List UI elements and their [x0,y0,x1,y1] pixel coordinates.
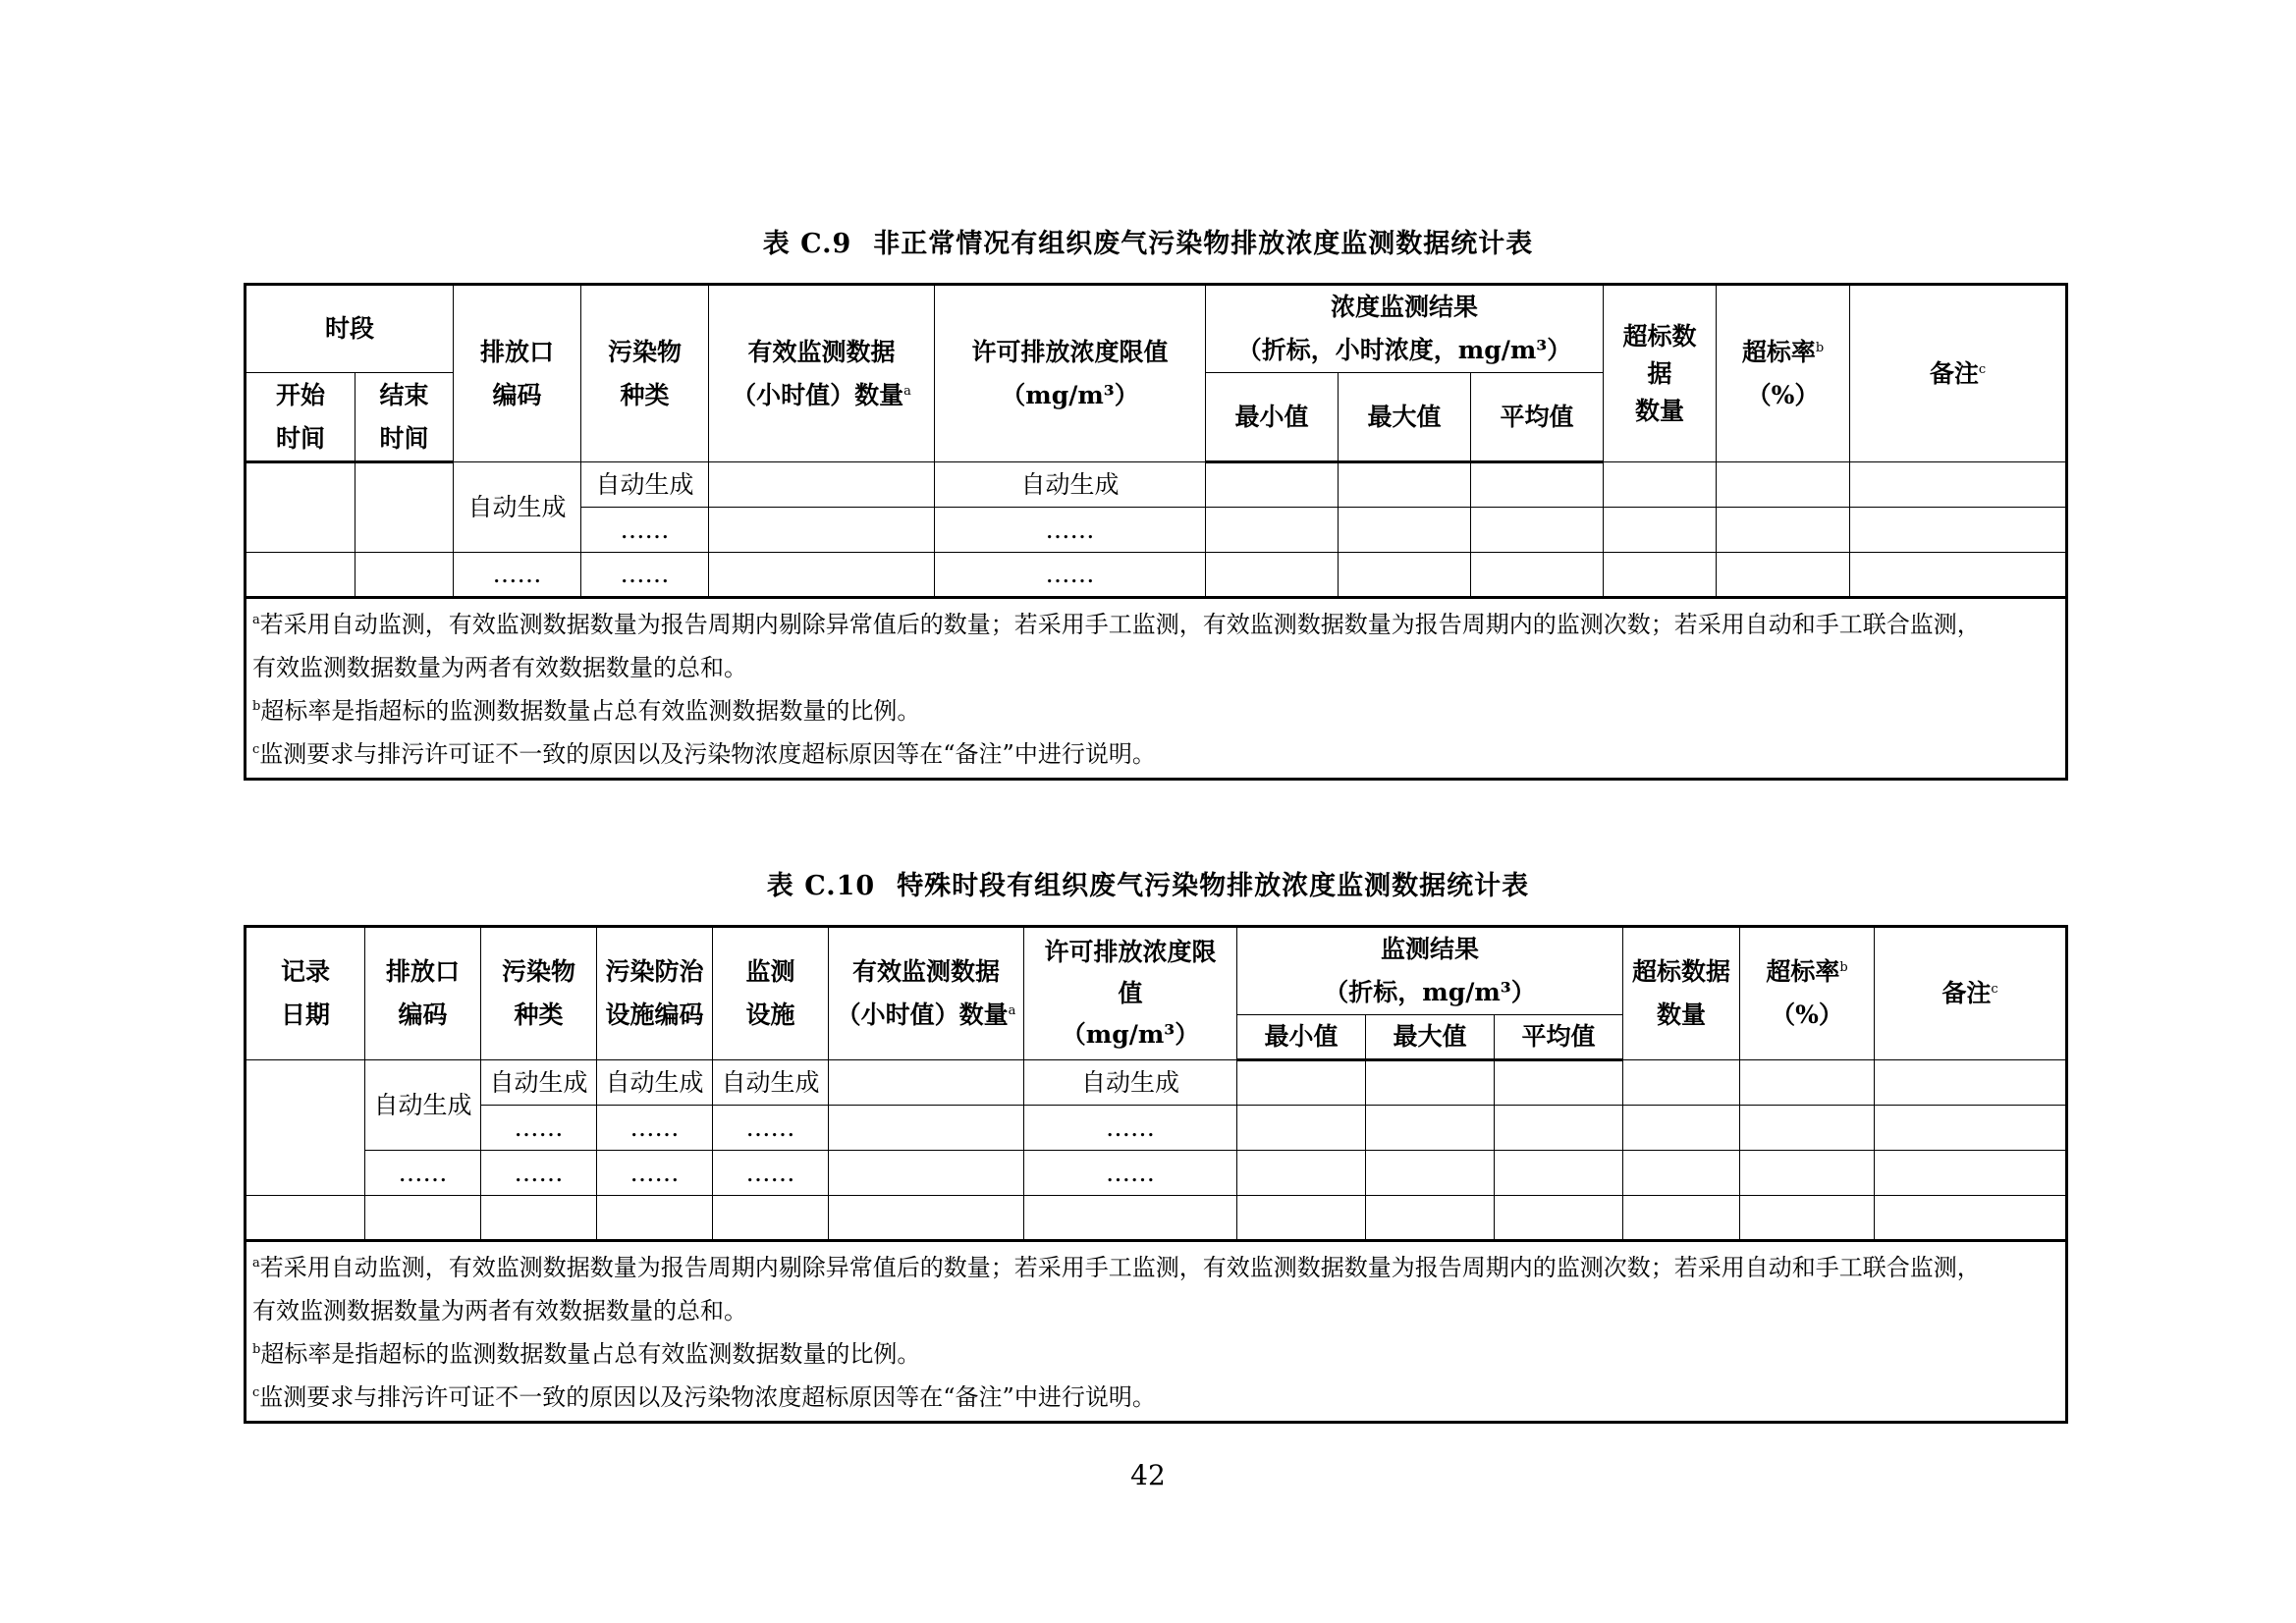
cell-ellipsis: …… [1024,1151,1237,1196]
note-a-continued: 有效监测数据数量为两者有效数据数量的总和。 [252,654,747,681]
cell-ellipsis: …… [581,508,709,553]
header-max: 最大值 [1339,373,1471,462]
header-record-date: 记录 日期 [246,927,365,1060]
table-row [246,553,2067,598]
cell-ellipsis: …… [713,1151,829,1196]
table-row [246,1151,2067,1196]
note-a: $^a$若采用自动监测，有效监测数据数量为报告周期内剔除异常值后的数量；若采用手工监测，有效监测数据数量为报告周期内的监测次数；若采用自动和手工联合监测， [252,1254,1981,1281]
header-concentration-result: 浓度监测结果 （折标，小时浓度，mg/m³） [1206,285,1604,373]
header-avg: 平均值 [1471,373,1604,462]
header-facility-code: 污染防治 设施编码 [597,927,713,1060]
table-c9 [244,283,2068,781]
header-outlet-code: 排放口 编码 [365,927,481,1060]
table-row [246,1106,2067,1151]
header-permit-limit: 许可排放浓度限值 （mg/m³） [935,285,1206,462]
header-valid-count: 有效监测数据 （小时值）数量$^a$ [829,927,1024,1060]
cell-facility-auto: 自动生成 [597,1060,713,1106]
table-c10 [244,925,2068,1424]
header-valid-count: 有效监测数据 （小时值）数量$^a$ [709,285,935,462]
cell-empty [709,462,935,508]
cell-equipment-auto: 自动生成 [713,1060,829,1106]
cell-empty [355,462,454,553]
table-c10-notes [246,1241,2067,1423]
cell-ellipsis: …… [597,1106,713,1151]
cell-ellipsis: …… [1024,1106,1237,1151]
cell-ellipsis: …… [481,1151,597,1196]
cell-ellipsis: …… [581,553,709,598]
cell-pollutant-auto: 自动生成 [581,462,709,508]
cell-outlet-auto: 自动生成 [365,1060,481,1151]
page-number: 42 [1130,1459,1166,1491]
cell-outlet-auto: 自动生成 [454,462,581,553]
table-row [246,1060,2067,1106]
header-min: 最小值 [1237,1015,1366,1060]
header-monitoring-result: 监测结果 （折标，mg/m³） [1237,927,1623,1015]
note-a-continued: 有效监测数据数量为两者有效数据数量的总和。 [252,1297,747,1325]
cell-limit-auto: 自动生成 [1024,1060,1237,1106]
header-exceed-count: 超标数 据 数量 [1604,285,1717,462]
note-c: $^c$监测要求与排污许可证不一致的原因以及污染物浓度超标原因等在“备注”中进行说明。 [252,1383,1156,1411]
table-c9-caption [0,222,2296,260]
cell-ellipsis: …… [481,1106,597,1151]
header-monitoring-equipment: 监测 设施 [713,927,829,1060]
header-period: 时段 [246,285,454,373]
table-c10-caption [0,864,2296,902]
note-b: $^b$超标率是指超标的监测数据数量占总有效监测数据数量的比例。 [252,697,921,725]
table-c9-notes [246,598,2067,780]
table-row [246,462,2067,508]
header-remarks: 备注$^c$ [1875,927,2067,1060]
header-remarks: 备注$^c$ [1850,285,2067,462]
table-c10-title: 特殊时段有组织废气污染物排放浓度监测数据统计表 [897,871,1530,901]
cell-ellipsis: …… [365,1151,481,1196]
header-start-time: 开始 时间 [246,373,355,462]
table-row [246,1196,2067,1241]
note-a: $^a$若采用自动监测，有效监测数据数量为报告周期内剔除异常值后的数量；若采用手工监测，有效监测数据数量为报告周期内的监测次数；若采用自动和手工联合监测， [252,611,1981,638]
header-exceed-rate: 超标率$^b$ （%） [1740,927,1875,1060]
header-exceed-count: 超标数据 数量 [1623,927,1740,1060]
cell-pollutant-auto: 自动生成 [481,1060,597,1106]
header-min: 最小值 [1206,373,1339,462]
cell-empty [246,462,355,553]
cell-ellipsis: …… [597,1151,713,1196]
note-c: $^c$监测要求与排污许可证不一致的原因以及污染物浓度超标原因等在“备注”中进行说明。 [252,740,1156,768]
note-b: $^b$超标率是指超标的监测数据数量占总有效监测数据数量的比例。 [252,1340,921,1368]
header-permit-limit: 许可排放浓度限 值 （mg/m³） [1024,927,1237,1060]
header-outlet-code: 排放口 编码 [454,285,581,462]
header-pollutant-type: 污染物 种类 [481,927,597,1060]
header-max: 最大值 [1366,1015,1495,1060]
cell-empty [246,1060,365,1196]
table-c10-number: 表 C.10 [766,871,876,901]
cell-limit-auto: 自动生成 [935,462,1206,508]
cell-ellipsis: …… [713,1106,829,1151]
header-end-time: 结束 时间 [355,373,454,462]
header-avg: 平均值 [1495,1015,1623,1060]
table-c9-title: 非正常情况有组织废气污染物排放浓度监测数据统计表 [873,229,1534,259]
cell-ellipsis: …… [935,553,1206,598]
header-pollutant-type: 污染物 种类 [581,285,709,462]
header-exceed-rate: 超标率$^b$ （%） [1717,285,1850,462]
table-c9-number: 表 C.9 [762,229,852,259]
cell-ellipsis: …… [935,508,1206,553]
cell-ellipsis: …… [454,553,581,598]
